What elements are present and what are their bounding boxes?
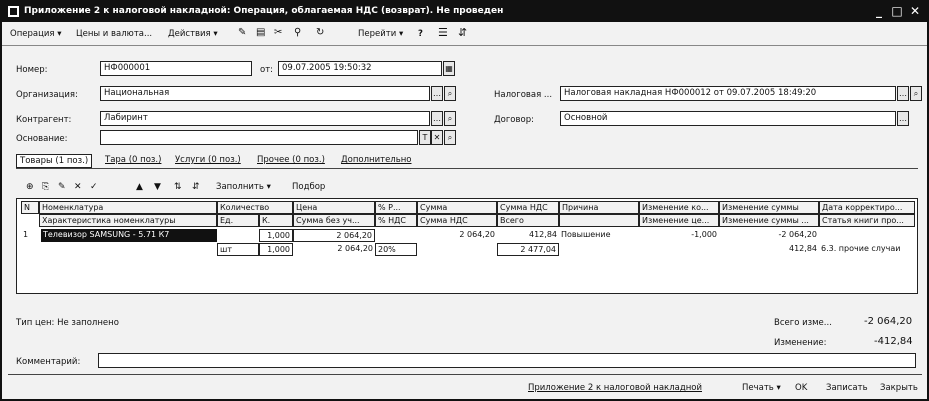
col-unit-header[interactable]: Ед. — [217, 214, 259, 227]
menu-actions[interactable]: Действия ▾ — [168, 29, 218, 39]
window-title: Приложение 2 к налоговой накладной: Операция, облагаемая НДС (возврат). Не проведен — [24, 6, 504, 16]
org-select-button[interactable]: … — [431, 86, 443, 101]
col-vat-sum-header[interactable]: Сумма НДС — [417, 214, 497, 227]
col-date-header[interactable]: Дата корректиро... — [819, 201, 915, 214]
select-button[interactable]: Подбор — [292, 182, 326, 192]
save-button[interactable]: Записать — [826, 383, 868, 393]
delete-row-icon[interactable]: ✕ — [74, 182, 82, 192]
date-label: от: — [260, 65, 274, 75]
close-button[interactable]: ✕ — [909, 4, 921, 18]
edit-row-icon[interactable]: ✎ — [58, 182, 66, 192]
invoice-label: Налоговая ... — [494, 90, 553, 100]
number-field[interactable]: НФ000001 — [100, 61, 252, 76]
col-price-header[interactable]: Цена — [293, 201, 375, 214]
copy-row-icon[interactable]: ⎘ — [42, 182, 50, 192]
invoice-search-icon[interactable]: ⌕ — [910, 86, 922, 101]
contract-field[interactable]: Основной — [560, 111, 896, 126]
cell-vat[interactable]: 412,84 — [529, 230, 557, 239]
cell-sum-change[interactable]: -2 064,20 — [778, 230, 817, 239]
cell-price[interactable]: 2 064,20 — [293, 229, 375, 242]
col-vat-rate-header[interactable]: % НДС — [375, 214, 417, 227]
change-label: Изменение: — [774, 338, 827, 348]
contractor-field[interactable]: Лабиринт — [100, 111, 430, 126]
col-sum-without-header[interactable]: Сумма без уч... — [293, 214, 375, 227]
tab-services[interactable]: Услуги (0 поз.) — [175, 155, 241, 165]
col-book-header[interactable]: Статья книги про... — [819, 214, 915, 227]
col-empty-header[interactable] — [559, 214, 639, 227]
cell-pct[interactable] — [375, 229, 417, 242]
move-up-icon[interactable]: ▲ — [136, 182, 143, 192]
org-field[interactable]: Национальная — [100, 86, 430, 101]
col-qty-header[interactable]: Количество — [217, 201, 293, 214]
basis-clear-button[interactable]: ✕ — [431, 130, 443, 145]
add-row-icon[interactable]: ⊕ — [26, 182, 34, 192]
table-icon[interactable]: ▤ — [256, 27, 266, 38]
contractor-label: Контрагент: — [16, 115, 72, 125]
help-icon[interactable]: ? — [418, 29, 423, 39]
cell-item[interactable]: Телевизор SAMSUNG - 5.71 К7 — [41, 229, 217, 242]
goods-table[interactable] — [16, 198, 918, 294]
col-n-header[interactable]: N — [21, 201, 39, 214]
cell-reason[interactable]: Повышение — [561, 230, 611, 239]
maximize-button[interactable]: □ — [891, 4, 903, 18]
invoice-select-button[interactable]: … — [897, 86, 909, 101]
document-icon — [8, 6, 19, 17]
col-item-header[interactable]: Номенклатура — [39, 201, 217, 214]
close-form-button[interactable]: Закрыть — [880, 383, 918, 393]
change-value: -412,84 — [874, 336, 913, 347]
cell-book[interactable]: 6.3. прочие случаи — [821, 244, 901, 253]
edit-icon[interactable]: ✂ — [274, 27, 283, 38]
tab-other[interactable]: Прочее (0 поз.) — [257, 155, 325, 165]
col-reason-header[interactable]: Причина — [559, 201, 639, 214]
cell-qty[interactable]: 1,000 — [259, 229, 293, 242]
col-sum-change-header[interactable]: Изменение суммы — [719, 201, 819, 214]
col-sum-header[interactable]: Сумма — [417, 201, 497, 214]
settings-icon[interactable]: ⇵ — [458, 26, 468, 39]
cell-total[interactable]: 2 477,04 — [497, 243, 559, 256]
col-vat-header[interactable]: Сумма НДС — [497, 201, 559, 214]
move-down-icon[interactable]: ▼ — [154, 182, 161, 192]
org-search-icon[interactable]: ⌕ — [444, 86, 456, 101]
print-form-link[interactable]: Приложение 2 к налоговой накладной — [528, 383, 702, 393]
basis-field[interactable] — [100, 130, 418, 145]
cell-qty-change[interactable]: -1,000 — [691, 230, 717, 239]
cell-unit[interactable]: шт — [217, 243, 259, 256]
cell-vat-rate[interactable]: 20% — [375, 243, 417, 256]
col-char-header[interactable]: Характеристика номенклатуры — [39, 214, 217, 227]
copy-icon[interactable]: ✎ — [238, 27, 247, 38]
col-sum-change2-header[interactable]: Изменение суммы ... — [719, 214, 819, 227]
structure-icon[interactable]: ⚲ — [294, 27, 302, 38]
menu-operation[interactable]: Операция ▾ — [10, 29, 62, 39]
tab-tare[interactable]: Тара (0 поз.) — [105, 155, 162, 165]
col-qty-change-header[interactable]: Изменение ко... — [639, 201, 719, 214]
total-change-label: Всего изме... — [774, 318, 832, 328]
fill-button[interactable]: Заполнить ▾ — [216, 182, 271, 192]
total-change-value: -2 064,20 — [864, 316, 913, 327]
cell-sum[interactable]: 2 064,20 — [459, 230, 495, 239]
col-coef-header[interactable]: К. — [259, 214, 293, 227]
footer-divider — [8, 374, 922, 375]
menu-prices[interactable]: Цены и валюта... — [76, 29, 153, 39]
cell-coef[interactable]: 1,000 — [259, 243, 293, 256]
col-pct-header[interactable]: % Р... — [375, 201, 417, 214]
basis-type-button[interactable]: T — [419, 130, 431, 145]
col-price-change-header[interactable]: Изменение це... — [639, 214, 719, 227]
sort-asc-icon[interactable]: ⇅ — [174, 182, 182, 192]
cell-sum-change2[interactable]: 412,84 — [789, 244, 817, 253]
basis-search-icon[interactable]: ⌕ — [444, 130, 456, 145]
cell-date[interactable] — [819, 229, 915, 242]
number-label: Номер: — [16, 65, 48, 75]
end-edit-icon[interactable]: ✓ — [90, 182, 98, 192]
tab-additional[interactable]: Дополнительно — [341, 155, 412, 165]
cell-n[interactable]: 1 — [23, 230, 29, 239]
contractor-search-icon[interactable]: ⌕ — [444, 111, 456, 126]
contractor-select-button[interactable]: … — [431, 111, 443, 126]
menu-goto[interactable]: Перейти ▾ — [358, 29, 404, 39]
title-bar — [2, 2, 927, 22]
calendar-icon[interactable]: ▦ — [443, 61, 455, 76]
col-total-header[interactable]: Всего — [497, 214, 559, 227]
comment-label: Комментарий: — [16, 357, 81, 367]
tab-divider — [16, 168, 918, 169]
toolbar — [2, 24, 927, 46]
ok-button[interactable]: OK — [795, 383, 808, 393]
basis-label: Основание: — [16, 134, 68, 144]
refresh-icon[interactable]: ↻ — [316, 27, 325, 38]
tab-goods[interactable]: Товары (1 поз.) — [16, 154, 92, 168]
cell-char[interactable] — [39, 243, 217, 256]
cell-sum-without[interactable]: 2 064,20 — [337, 244, 373, 253]
list-icon[interactable]: ☰ — [438, 26, 448, 39]
print-button[interactable]: Печать ▾ — [742, 383, 781, 393]
contract-select-button[interactable]: … — [897, 111, 909, 126]
sort-desc-icon[interactable]: ⇵ — [192, 182, 200, 192]
price-type-link[interactable]: Тип цен: Не заполнено — [16, 318, 119, 328]
invoice-field[interactable]: Налоговая накладная НФ000012 от 09.07.2005 18:49:20 — [560, 86, 896, 101]
date-field[interactable]: 09.07.2005 19:50:32 — [278, 61, 442, 76]
comment-field[interactable] — [98, 353, 916, 368]
minimize-button[interactable]: _ — [876, 4, 882, 18]
org-label: Организация: — [16, 90, 78, 100]
contract-label: Договор: — [494, 115, 534, 125]
